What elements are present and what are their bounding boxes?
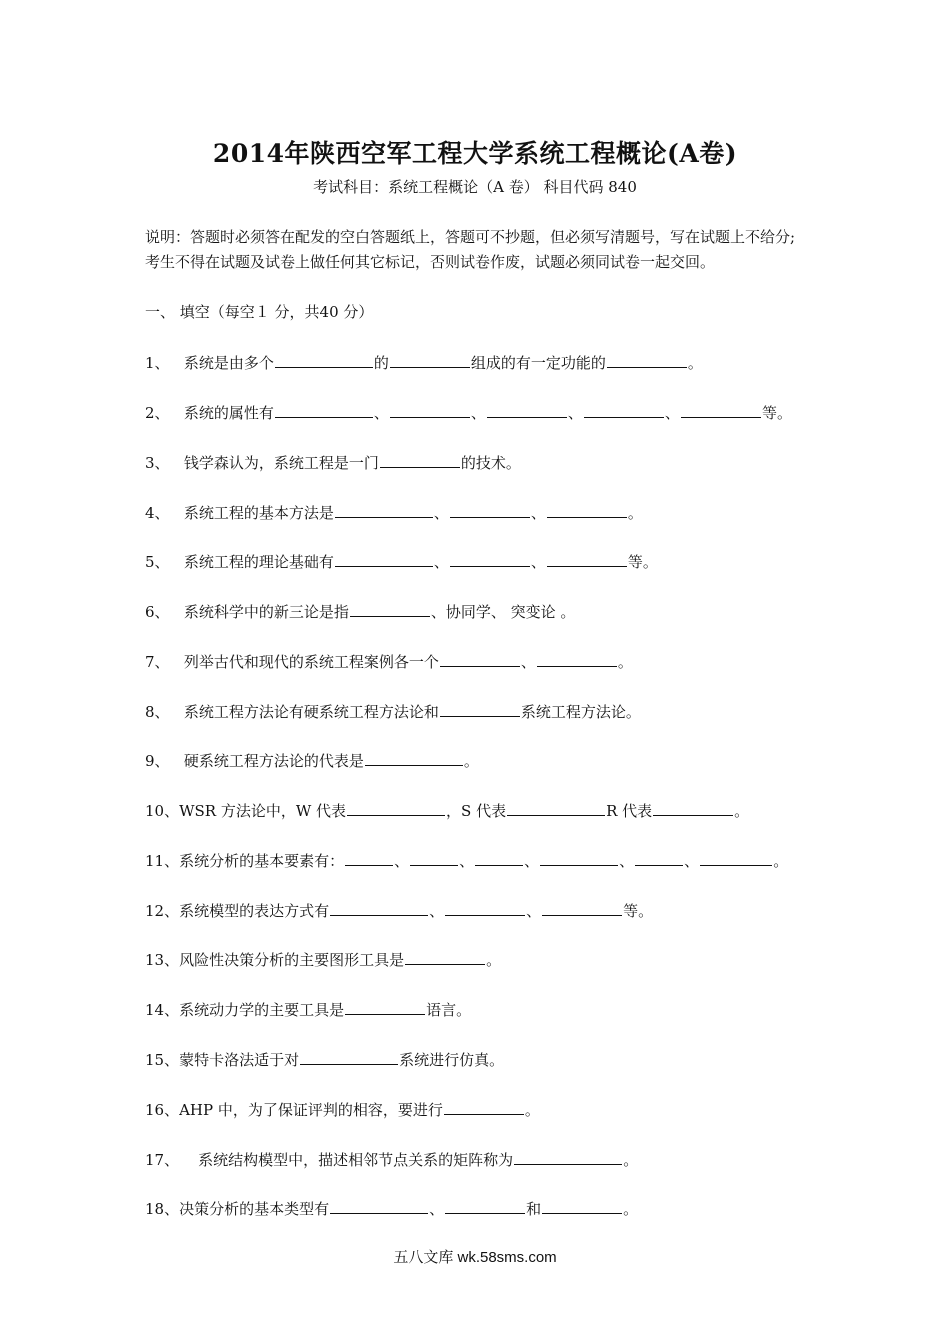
question-text: 系统工程的基本方法是: [183, 504, 334, 522]
question-1: [145, 352, 825, 373]
answer-blank: [450, 551, 530, 567]
question-text: 。: [734, 802, 750, 820]
answer-blank: [653, 800, 733, 816]
question-5: [145, 551, 825, 572]
question-text: ，S 代表: [446, 802, 507, 820]
question-number: 9、: [145, 752, 170, 770]
question-4: [145, 502, 825, 523]
question-13: [145, 949, 825, 970]
question-text: 系统结构模型中，描述相邻节点关系的矩阵称为: [193, 1151, 514, 1169]
answer-blank: [410, 850, 458, 866]
question-text: 。: [524, 1101, 540, 1119]
question-text: 、: [530, 504, 546, 522]
answer-blank: [444, 1099, 524, 1115]
answer-blank: [405, 949, 485, 965]
question-8: [145, 701, 825, 722]
question-text: 、: [459, 852, 475, 870]
answer-blank: [345, 850, 393, 866]
answer-blank: [450, 502, 530, 518]
answer-blank: [445, 1198, 525, 1214]
answer-blank: [330, 1198, 428, 1214]
answer-blank: [700, 850, 772, 866]
question-text: 、: [470, 404, 486, 422]
question-text: 系统工程方法论。: [520, 703, 641, 721]
answer-blank: [584, 402, 664, 418]
question-text: 。: [486, 951, 502, 969]
answer-blank: [335, 551, 433, 567]
answer-blank: [537, 651, 617, 667]
answer-blank: [607, 352, 687, 368]
question-text: 。: [623, 1151, 639, 1169]
question-text: 系统的属性有: [183, 404, 274, 422]
question-text: 、: [429, 1200, 445, 1218]
answer-blank: [275, 402, 373, 418]
document-title: 2014年陕西空军工程大学系统工程概论(A卷): [212, 139, 738, 168]
question-text: 、: [567, 404, 583, 422]
question-text: 。: [627, 504, 643, 522]
answer-blank: [542, 900, 622, 916]
answer-blank: [487, 402, 567, 418]
answer-blank: [440, 651, 520, 667]
question-17: [145, 1149, 825, 1170]
answer-blank: [350, 601, 430, 617]
question-2: [145, 402, 825, 423]
section-heading-fill-in: 一、 填空（每空１ 分，共40 分）: [145, 303, 374, 321]
question-number: 14、: [145, 1001, 180, 1019]
question-text: 。: [773, 852, 789, 870]
question-text: WSR 方法论中，W 代表: [179, 802, 347, 820]
answer-blank: [390, 352, 470, 368]
answer-blank: [390, 402, 470, 418]
question-number: 1、: [145, 354, 170, 372]
answer-blank: [681, 402, 761, 418]
question-text: 等。: [623, 902, 654, 920]
question-number: 13、: [145, 951, 180, 969]
question-text: 系统动力学的主要工具是: [179, 1001, 345, 1019]
question-text: 、: [373, 404, 389, 422]
question-text: R 代表: [606, 802, 653, 820]
question-text: 、: [429, 902, 445, 920]
question-number: 15、: [145, 1051, 180, 1069]
answer-blank: [542, 1198, 622, 1214]
question-text: 。: [617, 653, 633, 671]
question-text: 系统是由多个: [183, 354, 274, 372]
question-text: 语言。: [426, 1001, 472, 1019]
question-text: 系统工程方法论有硬系统工程方法论和: [183, 703, 439, 721]
question-text: 、协同学、 突变论 。: [430, 603, 576, 621]
question-3: [145, 452, 825, 473]
question-text: 系统分析的基本要素有：: [179, 852, 345, 870]
answer-blank: [345, 999, 425, 1015]
answer-blank: [507, 800, 605, 816]
exam-subject-line: 考试科目：系统工程概论（A 卷） 科目代码 840: [313, 178, 637, 196]
answer-blank: [445, 900, 525, 916]
question-text: 系统模型的表达方式有: [179, 902, 330, 920]
question-text: 。: [623, 1200, 639, 1218]
question-7: [145, 651, 825, 672]
answer-blank: [365, 750, 463, 766]
question-text: 、: [520, 653, 536, 671]
question-text: 、: [433, 553, 449, 571]
question-number: 18、: [145, 1200, 180, 1218]
answer-blank: [547, 502, 627, 518]
question-text: 系统工程的理论基础有: [183, 553, 334, 571]
question-text: 、: [619, 852, 635, 870]
question-6: [145, 601, 825, 622]
question-number: 8、: [145, 703, 170, 721]
question-text: 钱学森认为，系统工程是一门: [183, 454, 379, 472]
question-text: 和: [526, 1200, 542, 1218]
question-number: 5、: [145, 553, 170, 571]
question-number: 11、: [145, 852, 180, 870]
question-text: 系统进行仿真。: [399, 1051, 505, 1069]
question-number: 6、: [145, 603, 170, 621]
question-15: [145, 1049, 825, 1070]
question-text: 列举古代和现代的系统工程案例各一个: [183, 653, 439, 671]
question-text: 、: [526, 902, 542, 920]
question-text: 、: [664, 404, 680, 422]
question-text: 蒙特卡洛法适于对: [179, 1051, 300, 1069]
question-number: 2、: [145, 404, 170, 422]
question-11: [145, 850, 825, 871]
question-text: 等。: [627, 553, 658, 571]
answer-blank: [275, 352, 373, 368]
question-text: 风险性决策分析的主要图形工具是: [179, 951, 405, 969]
question-number: 7、: [145, 653, 170, 671]
question-text: 。: [687, 354, 703, 372]
question-text: 、: [433, 504, 449, 522]
question-number: 10、: [145, 802, 180, 820]
question-text: 决策分析的基本类型有: [179, 1200, 330, 1218]
answer-blank: [335, 502, 433, 518]
question-text: 、: [684, 852, 700, 870]
question-text: 硬系统工程方法论的代表是: [183, 752, 364, 770]
question-18: [145, 1198, 825, 1219]
question-number: 16、: [145, 1101, 180, 1119]
question-number: 3、: [145, 454, 170, 472]
instructions-note: 说明：答题时必须答在配发的空白答题纸上，答题可不抄题，但必须写清题号，写在试题上不给分; 考生不得在试题及试卷上做任何其它标记，否则试卷作废，试题必须同试卷一起交回。: [145, 228, 796, 271]
question-text: 。: [463, 752, 479, 770]
answer-blank: [300, 1049, 398, 1065]
answer-blank: [540, 850, 618, 866]
question-text: 等。: [761, 404, 792, 422]
question-number: 12、: [145, 902, 180, 920]
answer-blank: [635, 850, 683, 866]
question-14: [145, 999, 825, 1020]
question-text: 系统科学中的新三论是指: [183, 603, 349, 621]
answer-blank: [547, 551, 627, 567]
question-text: 、: [524, 852, 540, 870]
answer-blank: [380, 452, 460, 468]
question-9: [145, 750, 825, 771]
question-number: 17、: [145, 1151, 180, 1169]
answer-blank: [330, 900, 428, 916]
question-16: [145, 1099, 825, 1120]
question-text: 、: [394, 852, 410, 870]
question-text: AHP 中，为了保证评判的相容，要进行: [179, 1101, 443, 1119]
question-10: [145, 800, 825, 821]
question-text: 组成的有一定功能的: [470, 354, 606, 372]
question-text: 、: [530, 553, 546, 571]
answer-blank: [347, 800, 445, 816]
question-number: 4、: [145, 504, 170, 522]
answer-blank: [514, 1149, 622, 1165]
question-12: [145, 900, 825, 921]
question-text: 的技术。: [460, 454, 521, 472]
question-text: 的: [373, 354, 389, 372]
footer-watermark: 五八文库 wk.58sms.com: [393, 1249, 557, 1266]
answer-blank: [475, 850, 523, 866]
answer-blank: [440, 701, 520, 717]
